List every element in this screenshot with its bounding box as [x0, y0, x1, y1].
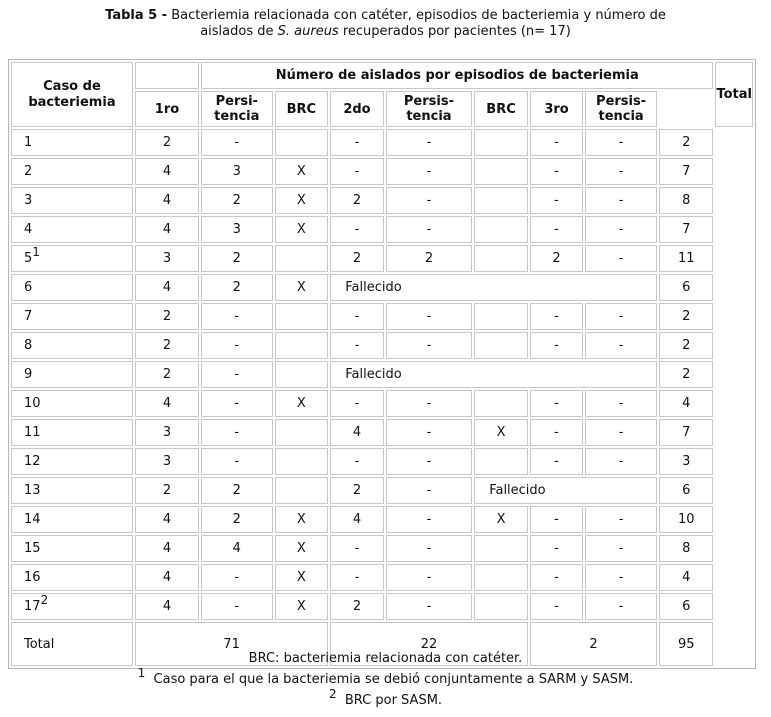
- table-cell: -: [386, 216, 472, 243]
- caption-text-2b: recuperados por pacientes (n= 17): [338, 24, 571, 39]
- table-cell: X: [275, 216, 329, 243]
- table-cell: -: [530, 448, 583, 475]
- total-grand: 95: [659, 622, 713, 666]
- table-row: [11, 564, 753, 591]
- table-row: [11, 187, 753, 214]
- table-cell: -: [530, 564, 583, 591]
- table-cell: [474, 390, 528, 417]
- cell-total: 2: [659, 332, 713, 359]
- cell-case: 15: [11, 535, 133, 562]
- cell-case: 9: [11, 361, 133, 388]
- cell-fallecido: Fallecido: [330, 361, 657, 388]
- cell-case: 13: [11, 477, 133, 504]
- table-cell: -: [585, 564, 657, 591]
- table-cell: -: [585, 129, 657, 156]
- table-row: [11, 332, 753, 359]
- caption-line-2: [0, 24, 771, 40]
- header-2do: 2do: [330, 91, 384, 127]
- table-row: [11, 535, 753, 562]
- table-cell: -: [386, 390, 472, 417]
- table-cell: -: [201, 419, 273, 446]
- table-cell: -: [201, 332, 273, 359]
- table-cell: 4: [135, 158, 199, 185]
- table-row: [11, 361, 753, 388]
- table-row: [11, 245, 753, 272]
- table-cell: 2: [135, 303, 199, 330]
- caption-text-2a: aislados de: [200, 24, 278, 39]
- table-cell: [474, 332, 528, 359]
- table-cell: 2: [201, 506, 273, 533]
- table-cell: -: [386, 187, 472, 214]
- cell-case: 1: [11, 129, 133, 156]
- table-cell: [275, 129, 329, 156]
- table-cell: -: [585, 245, 657, 272]
- table-cell: X: [474, 419, 528, 446]
- table-cell: 2: [330, 593, 384, 620]
- header-persistencia-2: Persis- tencia: [386, 91, 472, 127]
- table-cell: [474, 303, 528, 330]
- table-cell: 4: [330, 506, 384, 533]
- table-cell: -: [330, 535, 384, 562]
- table-cell: 2: [201, 245, 273, 272]
- total-label: Total: [11, 622, 133, 666]
- header-3ro: 3ro: [530, 91, 583, 127]
- cell-case: $5^1$: [11, 245, 133, 272]
- table-cell: -: [201, 361, 273, 388]
- cell-case: 11: [11, 419, 133, 446]
- footnote-2: [0, 687, 771, 711]
- cell-case: $17^2$: [11, 593, 133, 620]
- table-row: [11, 448, 753, 475]
- table-cell: X: [275, 564, 329, 591]
- table-cell: 2: [135, 477, 199, 504]
- table-cell: 2: [135, 361, 199, 388]
- table-cell: X: [275, 593, 329, 620]
- header-persistencia-1: Persi- tencia: [201, 91, 273, 127]
- table-row: [11, 593, 753, 620]
- table-cell: -: [585, 390, 657, 417]
- table-cell: -: [386, 477, 472, 504]
- table-cell: [275, 477, 329, 504]
- table-cell: -: [585, 187, 657, 214]
- cell-case: 14: [11, 506, 133, 533]
- cell-total: 11: [659, 245, 713, 272]
- table-cell: 2: [330, 477, 384, 504]
- header-persistencia-3: Persis- tencia: [585, 91, 657, 127]
- table-cell: -: [386, 332, 472, 359]
- table-cell: 3: [135, 419, 199, 446]
- table-cell: -: [530, 129, 583, 156]
- table-cell: 2: [201, 477, 273, 504]
- table-cell: -: [530, 535, 583, 562]
- cell-case: 7: [11, 303, 133, 330]
- table-cell: X: [275, 535, 329, 562]
- table-cell: 2: [530, 245, 583, 272]
- table-caption: [0, 8, 771, 40]
- table-row: [11, 390, 753, 417]
- table-cell: -: [386, 593, 472, 620]
- caption-text-1: Bacteriemia relacionada con catéter, episodios de bacteriemia y número de: [171, 8, 666, 23]
- table-cell: -: [530, 187, 583, 214]
- table-cell: [275, 448, 329, 475]
- table-cell: -: [330, 332, 384, 359]
- table-cell: -: [530, 506, 583, 533]
- table-cell: X: [275, 506, 329, 533]
- table-row: [11, 129, 753, 156]
- table-cell: 4: [135, 593, 199, 620]
- table-cell: -: [585, 535, 657, 562]
- footnotes: [0, 648, 771, 711]
- table-cell: 3: [135, 245, 199, 272]
- table-cell: [474, 245, 528, 272]
- header-brc-1: BRC: [275, 91, 329, 127]
- table-cell: -: [330, 564, 384, 591]
- table-cell: 2: [330, 187, 384, 214]
- total-episode-2: 22: [330, 622, 528, 666]
- table-cell: [474, 216, 528, 243]
- table-cell: [474, 593, 528, 620]
- table-cell: -: [585, 158, 657, 185]
- table-cell: 4: [201, 535, 273, 562]
- cell-case: 2: [11, 158, 133, 185]
- table-cell: 4: [135, 564, 199, 591]
- cell-case: 3: [11, 187, 133, 214]
- cell-total: 6: [659, 274, 713, 301]
- caption-label: Tabla 5 -: [105, 8, 168, 23]
- table-cell: -: [201, 448, 273, 475]
- cell-case: 4: [11, 216, 133, 243]
- footnote-1-mark: 1: [137, 666, 146, 680]
- header-total: Total: [715, 62, 753, 127]
- table-row: [11, 506, 753, 533]
- table-cell: 2: [201, 274, 273, 301]
- table-cell: -: [386, 303, 472, 330]
- cell-total: 3: [659, 448, 713, 475]
- footnote-1: [0, 666, 771, 690]
- total-episode-1: 71: [135, 622, 328, 666]
- table-cell: X: [275, 390, 329, 417]
- table-cell: -: [201, 129, 273, 156]
- table-cell: -: [330, 129, 384, 156]
- table-cell: -: [585, 506, 657, 533]
- cell-total: 7: [659, 216, 713, 243]
- table-cell: -: [585, 332, 657, 359]
- cell-case: 6: [11, 274, 133, 301]
- table-cell: -: [330, 158, 384, 185]
- table-cell: 4: [135, 390, 199, 417]
- table-row: [11, 158, 753, 185]
- table-cell: 2: [201, 187, 273, 214]
- cell-total: 2: [659, 303, 713, 330]
- table-cell: -: [530, 216, 583, 243]
- table-cell: -: [530, 332, 583, 359]
- cell-fallecido: Fallecido: [330, 274, 657, 301]
- cell-case: 8: [11, 332, 133, 359]
- cell-total: 6: [659, 593, 713, 620]
- table-cell: -: [530, 593, 583, 620]
- table-cell: -: [386, 448, 472, 475]
- table-cell: 4: [135, 506, 199, 533]
- table-cell: -: [201, 564, 273, 591]
- cell-total: 7: [659, 158, 713, 185]
- cell-case: 10: [11, 390, 133, 417]
- table-cell: -: [585, 419, 657, 446]
- table-cell: -: [330, 303, 384, 330]
- cell-total: 6: [659, 477, 713, 504]
- caption-line-1: [0, 8, 771, 24]
- table-cell: -: [330, 390, 384, 417]
- table-cell: 4: [135, 216, 199, 243]
- table-cell: 2: [330, 245, 384, 272]
- table-cell: -: [530, 303, 583, 330]
- table-cell: 4: [135, 274, 199, 301]
- cell-total: 4: [659, 564, 713, 591]
- table-cell: 3: [201, 216, 273, 243]
- cell-total: 7: [659, 419, 713, 446]
- table-cell: -: [585, 593, 657, 620]
- cell-total: 10: [659, 506, 713, 533]
- table-cell: [275, 419, 329, 446]
- table-cell: -: [386, 419, 472, 446]
- footnote-1-text: Caso para el que la bacteriemia se debió conjuntamente a SARM y SASM.: [153, 672, 634, 687]
- footnote-brc: BRC: bacteriemia relacionada con catéter.: [248, 651, 523, 666]
- cell-case: 16: [11, 564, 133, 591]
- table-cell: [275, 332, 329, 359]
- cell-total: 2: [659, 129, 713, 156]
- header-1ro: 1ro: [135, 91, 199, 127]
- table-cell: -: [386, 129, 472, 156]
- table-cell: [275, 361, 329, 388]
- table-cell: -: [201, 593, 273, 620]
- table-cell: -: [530, 158, 583, 185]
- footnote-2-text: BRC por SASM.: [344, 693, 443, 708]
- table-cell: X: [275, 187, 329, 214]
- header-group: Número de aislados por episodios de bacteriemia: [201, 62, 713, 89]
- caption-species: S. aureus: [277, 24, 339, 39]
- table-cell: X: [275, 274, 329, 301]
- table-cell: [275, 245, 329, 272]
- table-cell: [474, 535, 528, 562]
- table-row: [11, 274, 753, 301]
- cell-case: 12: [11, 448, 133, 475]
- table-cell: [474, 187, 528, 214]
- table-row: [11, 303, 753, 330]
- data-table: [8, 59, 756, 669]
- table-row: [11, 216, 753, 243]
- table-cell: -: [585, 303, 657, 330]
- table-cell: -: [386, 564, 472, 591]
- cell-total: 8: [659, 535, 713, 562]
- table-cell: [474, 158, 528, 185]
- table-cell: 4: [135, 187, 199, 214]
- table-cell: [474, 129, 528, 156]
- table-cell: -: [386, 158, 472, 185]
- header-brc-2: BRC: [474, 91, 528, 127]
- table-cell: 2: [386, 245, 472, 272]
- table-cell: -: [330, 216, 384, 243]
- table-cell: [474, 564, 528, 591]
- cell-total: 8: [659, 187, 713, 214]
- cell-total: 4: [659, 390, 713, 417]
- table-cell: 4: [330, 419, 384, 446]
- cell-total: 2: [659, 361, 713, 388]
- footnote-2-mark: 2: [328, 687, 337, 701]
- header-case: Caso de bacteriemia: [11, 62, 133, 127]
- table-cell: -: [530, 390, 583, 417]
- table-row: [11, 419, 753, 446]
- table-cell: -: [585, 216, 657, 243]
- table-cell: -: [201, 303, 273, 330]
- table-cell: X: [474, 506, 528, 533]
- table-cell: 2: [135, 332, 199, 359]
- total-episode-3: 2: [530, 622, 657, 666]
- table-cell: [474, 448, 528, 475]
- table-cell: -: [386, 535, 472, 562]
- header-blank: [135, 62, 199, 89]
- table-cell: X: [275, 158, 329, 185]
- table-cell: -: [585, 448, 657, 475]
- table-cell: -: [201, 390, 273, 417]
- table-cell: -: [386, 506, 472, 533]
- table-cell: [275, 303, 329, 330]
- table-cell: -: [330, 448, 384, 475]
- table-cell: 2: [135, 129, 199, 156]
- table-cell: 3: [201, 158, 273, 185]
- table-cell: 3: [135, 448, 199, 475]
- table-cell: 4: [135, 535, 199, 562]
- cell-fallecido: Fallecido: [474, 477, 657, 504]
- table-row: [11, 477, 753, 504]
- table-cell: -: [530, 419, 583, 446]
